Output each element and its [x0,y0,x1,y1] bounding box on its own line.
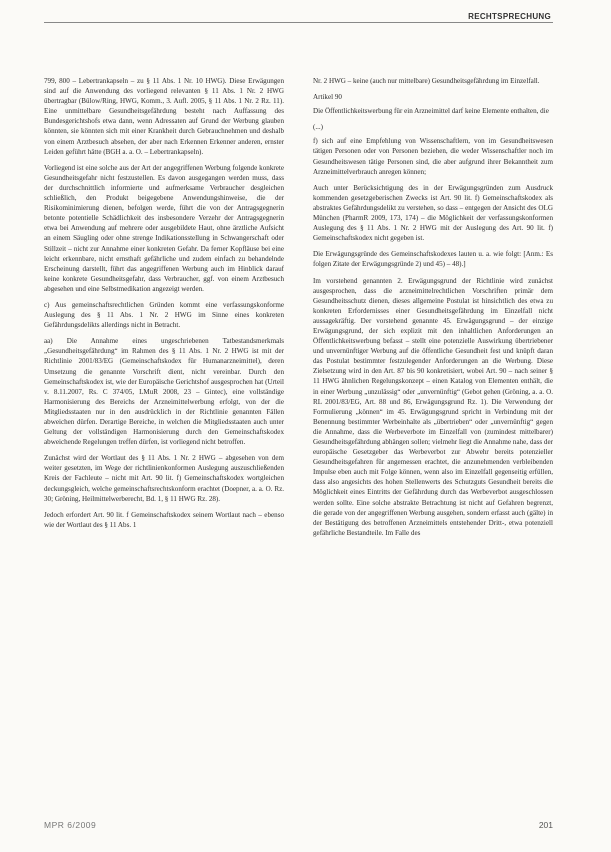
paragraph: Jedoch erfordert Art. 90 lit. f Gemeinschaftskodex seinem Wortlaut nach – ebenso wie der Wortlaut des § 11 Abs. 1 [44,510,284,529]
paragraph: Die Erwägungsgründe des Gemeinschaftskodexes lauten u. a. wie folgt: [Anm.: Es folgen Zitate der Erwägungsgründe 2) und 45) – 48).] [313,250,553,269]
section-label: RECHTSPRECHUNG [468,12,551,21]
paragraph: f) sich auf eine Empfehlung von Wissenschaftlern, von im Gesundheitswesen tätigen Personen oder von Personen beziehen, die weder Wissenschaftler noch im Gesundheitswesen tätige Personen sind, die aber aufgrund ihrer Bekanntheit zum Arzneimittelverbrauch anregen können; [313,137,553,176]
paragraph: Zunächst wird der Wortlaut des § 11 Abs. 1 Nr. 2 HWG – abgesehen von dem weiter gesetzten, im Wege der richtlinienkonformen Auslegung auszuschließenden Kreis der Fachleute – nicht mit Art. 90 lit. f) Gemeinschaftskodex wortgleichen deckungsgleich, welche gemeinschaftsrechtskonform erachtet (Doepner, a. a. O. Rz. 30; Gröning, Heilmittelwerberecht, Bd. 1, § 11 HWG Rz. 28). [44,454,284,503]
paragraph: aa) Die Annahme eines ungeschriebenen Tatbestandsmerkmals „Gesundheitsgefährdung“ im Rahmen des § 11 Abs. 1 Nr. 2 HWG ist mit der Richtlinie 2001/83/EG (Gemeinschaftskodex für Humanarzneimittel), deren Umsetzung die genannte Vorschrift dient, nicht vereinbar. Durch den Gemeinschaftskodex ist, wie der Europäische Gerichtshof ausgesprochen hat (Urteil v. 8.11.2007, Rs. C 374/05, LMuR 2008, 23 – Gintec), eine vollständige Harmonisierung des Bereichs der Arzneimittelwerbung erfolgt, von der die Mitgliedsstaaten nur in den ausdrücklich in der Richtlinie genannten Fällen abweichen dürfen. Derartige Bereiche, in welchen die Mitgliedsstaaten auch unter Geltung der vollständigen Harmonisierung durch den Gemeinschaftskodex abweichende Regelungen treffen dürfen, ist vorliegend nicht betroffen. [44,337,284,447]
paragraph: Vorliegend ist eine solche aus der Art der angegriffenen Werbung folgende konkrete Gesundheitsgefahr nicht festzustellen. Es davon ausgegangen werden muss, dass der durchschnittlich informierte und aufmerksame Verbraucher desgleichen schließlich, den Produkt beigegebene Anwendungshinweise, die der Risikominimierung dienen, befolgen werde, führt die von der Antragsgegnerin betonte potentielle Schädlichkeit des insbesondere Verzehr der Antragsgegnerin etwa bei Anwendung auf mehrere oder ausgebildete Haut, ohne ärztliche Aufsicht an einem Säugling oder ohne strenge Indikationsstellung in Schwangerschaft oder Stillzeit – nicht zur Annahme einer konkreten Gefahr. Da ferner Kopfläuse bei eine leicht erkennbare, nicht ernsthaft gefährliche und zudem einfach zu behandelnde Erscheinung darstellt, führt das angegriffenen Werbung auch im Hinblick darauf keine konkrete Gesundheitsgefahr, dass Verbraucher, ggf. von einem Arztbesuch abgesehen und eine Selbstmedikation angezeigt werden. [44,163,284,293]
paragraph: Die Öffentlichkeitswerbung für ein Arzneimittel darf keine Elemente enthalten, die [313,107,549,116]
paragraph: Nr. 2 HWG – keine (auch nur mittelbare) Gesundheitsgefährdung im Einzelfall. [313,77,540,85]
paragraph: Auch unter Berücksichtigung des in der Erwägungsgründen zum Ausdruck kommenden gesetzgeberischen Zwecks ist Art. 90 lit. f) Gemeinschaftskodex als abstraktes Gefährdungsdelikt zu verstehen, so dass – entgegen der Ansicht des OLG München (PharmR 2009, 173, 174) – die Möglichkeit der verfassungskonformen Auslegung des § 11 Abs. 1 Nr. 2 HWG mit der Auslegung des Art. 90 lit. f) Gemeinschaftskodex nicht gegeben ist. [313,183,553,243]
article-heading: Artikel 90 [313,93,342,102]
paragraph: c) Aus gemeinschaftsrechtlichen Gründen kommt eine verfassungskonforme Auslegung des § 11 Abs. 1 Nr. 2 HWG im Sinne eines konkreten Gefährdungsdelikts allerdings nicht in Betracht. [44,300,284,330]
paragraph: Im vorstehend genannten 2. Erwägungsgrund der Richtlinie wird zunächst ausgesprochen, dass die arzneimittelrechtlichen Vorschriften primär dem Gesundheitsschutz dienen, dieses allgemeine Postulat ist hinsichtlich des etwa zu konkreten Erfordernisses einer Gesundheitsgefährdung im Einzelfall nicht aussagekräftig. Der vorstehend genannte 45. Erwägungsgrund – der einzige Erwägungsgrund, der sich explizit mit den inhaltlichen Anforderungen an Öffentlichkeitswerbung befasst – stellt eine potenzielle Auswirkung übertriebener und unvernünftiger Werbung auf die öffentliche Gesundheit fest und knüpft daran das Postulat bestimmter festzulegender Anforderungen an die Werbung. Diese Zielsetzung wird in den Art. 87 bis 90 konkretisiert, wobei Art. 90 – nach seiner § 11 HWG ähnlichen Regelungskonzept – einen Katalog von Elementen enthält, die in einer Werbung „unzulässig“ oder „unvernünftig“ (Gebot gehen (Gröning, a. a. O. RL 2001/83/EG, Art. 88 und 86, Erwägungsgrund Rz. 1). Die Verwendung der Formulierung „können“ im 45. Erwägungsgrund spricht in Verbindung mit der Benennung bestimmter Werbeinhalte als „übertrieben“ oder „unvernünftig“ gegen die Annahme, dass die Werbeverbote im Einzelfall von (zumindest mittelbarer) Gesundheitsgefährdung abhängen sollen; vielmehr liegt die Annahme nahe, dass der europäische Gesetzgeber das Werbeverbot zur Abwehr bereits potenzieller Gesundheitsgefahren für angemessen erachtet, die anzunehmenden verbleibenden Impulse eben auch mit Folge können, wenn also im Einzelfall gegenseitig erfüllen, dass also angesichts des hohen Stellenwerts des Schutzguts Gesundheit bereits die Möglichkeit eines Eintritts der Gefährdung durch das Werbeverbot ausgeschlossen werden sollte. Eine solche abstrakte Betrachtung ist nicht auf Gefahren begrenzt, die gerade von der angegriffenen Werbung ausgehen, sondern erfasst auch (gälte) in der Bestätigung des betroffenen Arzneimittels entstehender Dritt-, etwa potenziell gefährliche Bestandteile. Im Falle des [313,276,553,537]
left-column [44,76,284,792]
journal-issue: MPR 6/2009 [44,820,97,830]
header-rule [44,22,553,23]
body-columns [44,76,553,792]
right-column [313,76,553,792]
ellipsis: (...) [313,123,324,132]
page-number: 201 [538,820,553,830]
paragraph: 799, 800 – Lebertrankapseln – zu § 11 Abs. 1 Nr. 10 HWG). Diese Erwägungen sind auf die Anwendung des vorliegend relevanten § 11 Abs. 1 Nr. 2 HWG übertragbar (Bülow/Ring, HWG, Komm., 3. Aufl. 2005, § 11 Abs. 1 Nr. 2 Rz. 11). Eine unmittelbare Gesundheitsgefährdung besteht nach Auffassung des Bundesgerichtshofs etwa dann, wenn Adressaten auf Grund der Werbung glauben könnten, sie könnten sich mit einer Krankheit durch Gebrauchnehmen und deshalb von einem Arztbesuch absehen, der aber nach Erkennen Erkenner anderen, ernster Leiden geführt hätte (BGH a. a. O. – Lebertrankapseln). [44,77,284,156]
